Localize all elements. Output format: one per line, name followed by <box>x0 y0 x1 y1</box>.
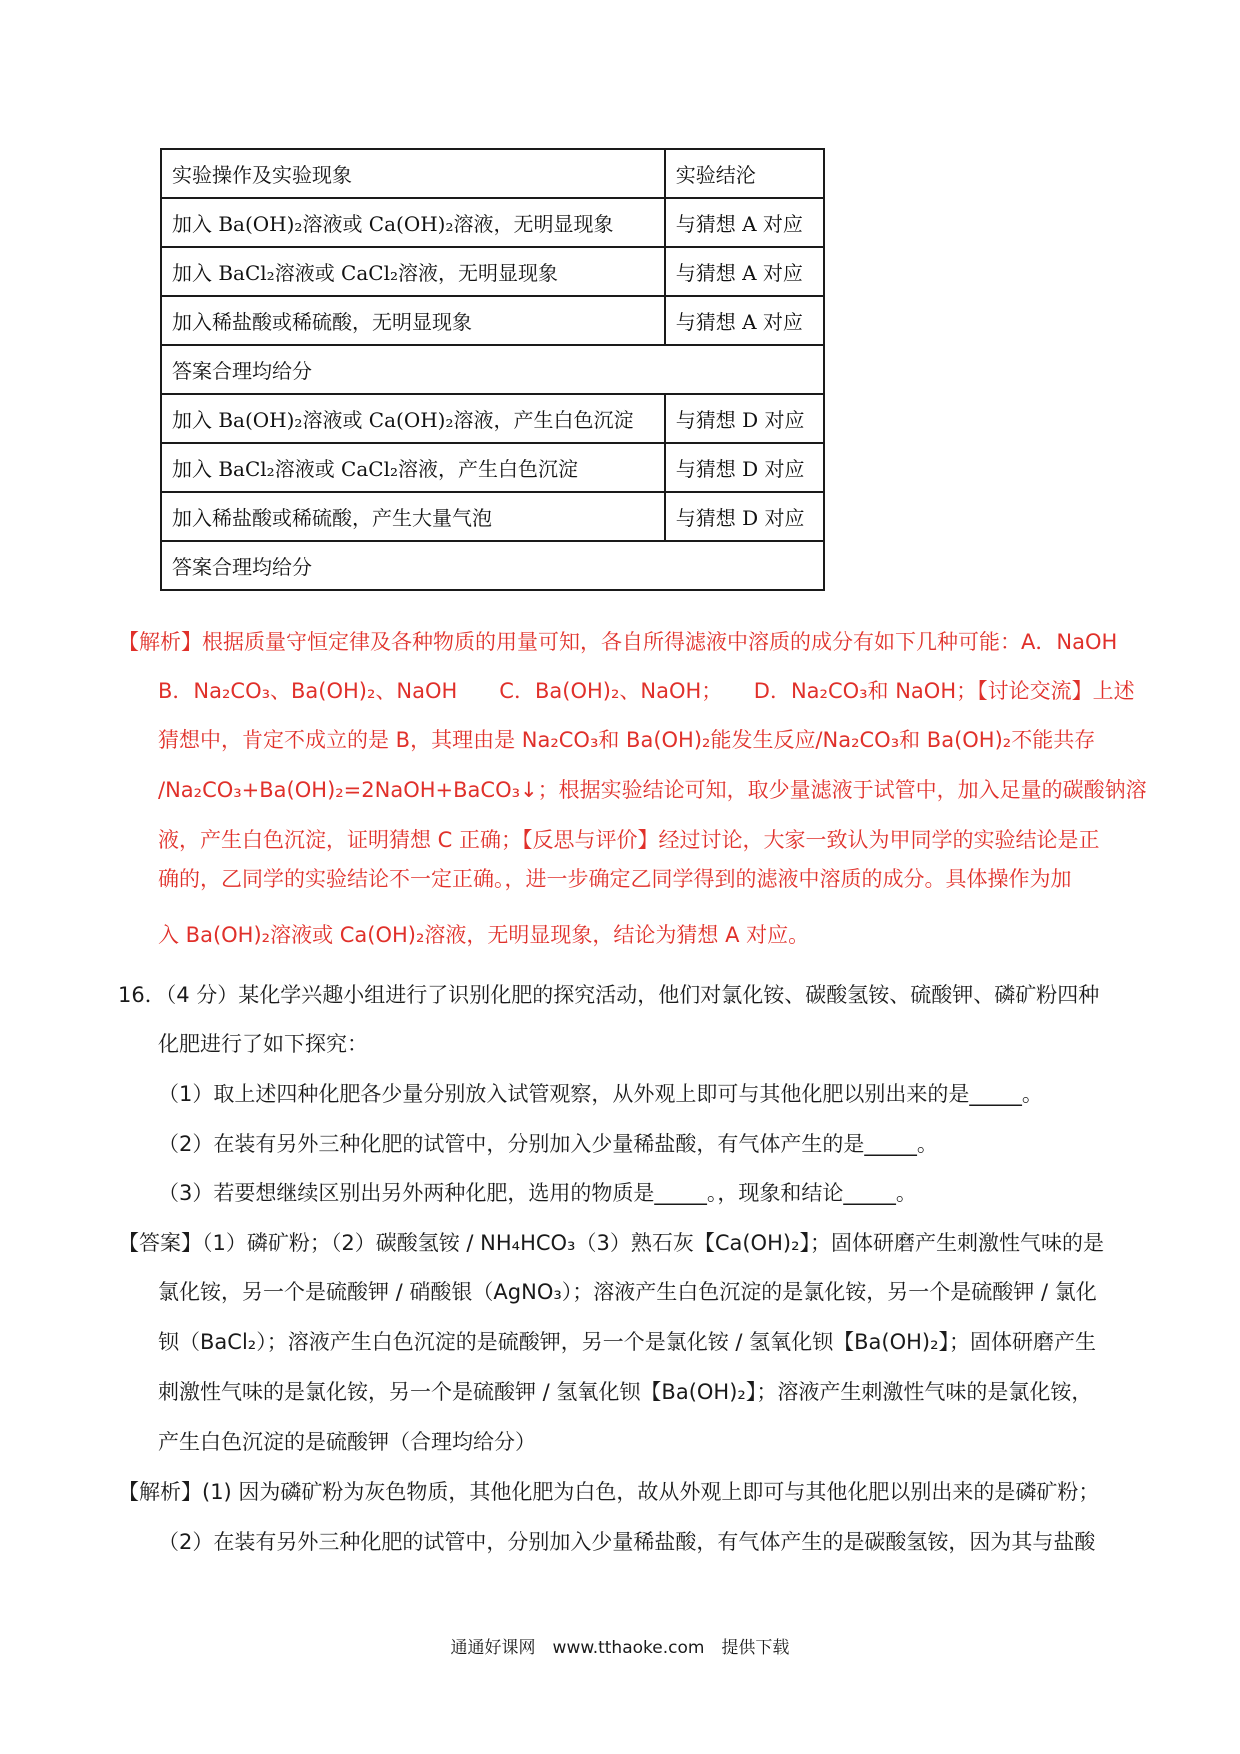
analysis-line: 入 Ba(OH)₂溶液或 Ca(OH)₂溶液，无明显现象，结论为猜想 A 对应。 <box>158 923 810 947</box>
table-row <box>161 345 824 394</box>
analysis-line: 液，产生白色沉淀，证明猜想 C 正确；【反思与评价】经过讨论，大家一致认为甲同学的实验结论是正 <box>158 828 1100 852</box>
answer-line: 刺激性气味的是氯化铵，另一个是硫酸钾 / 氢氧化钡【Ba(OH)₂】；溶液产生刺激性气味的是氯化铵， <box>158 1380 1093 1404</box>
table-cell-conclusion: 与猜想 D 对应 <box>665 443 824 492</box>
table-cell-conclusion: 与猜想 D 对应 <box>665 394 824 443</box>
table-row <box>161 394 824 443</box>
answer-line: 钡（BaCl₂）；溶液产生白色沉淀的是硫酸钾，另一个是氯化铵 / 氢氧化钡【Ba(OH)₂】；固体研磨产生 <box>158 1330 1097 1354</box>
page-footer: 通通好课网 www.tthaoke.com 提供下载 <box>450 1638 790 1658</box>
answer-line: 氯化铵，另一个是硫酸钾 / 硝酸银（AgNO₃）；溶液产生白色沉淀的是氯化铵，另一个是硫酸钾 / 氯化 <box>158 1280 1097 1304</box>
analysis-line: 【解析】根据质量守恒定律及各种物质的用量可知，各自所得滤液中溶质的成分有如下几种可能：A．NaOH <box>118 630 1118 654</box>
analysis-line: B．Na₂CO₃、Ba(OH)₂、NaOH C．Ba(OH)₂、NaOH； D．Na₂CO₃和 NaOH；【讨论交流】上述 <box>158 679 1135 703</box>
table-row <box>161 492 824 541</box>
question-line: （3）若要想继续区别出另外两种化肥，选用的物质是_____。，现象和结论_____。 <box>158 1181 917 1205</box>
answer-line: 产生白色沉淀的是硫酸钾（合理均给分） <box>158 1430 536 1454</box>
table-cell-operation: 加入 Ba(OH)₂溶液或 Ca(OH)₂溶液，产生白色沉淀 <box>161 394 665 443</box>
table-cell-operation: 加入稀盐酸或稀硫酸，无明显现象 <box>161 296 665 345</box>
table-cell-operation: 加入稀盐酸或稀硫酸，产生大量气泡 <box>161 492 665 541</box>
table-cell-operation: 加入 BaCl₂溶液或 CaCl₂溶液，无明显现象 <box>161 247 665 296</box>
question-line: 16．（4 分）某化学兴趣小组进行了识别化肥的探究活动，他们对氯化铵、碳酸氢铵、硫酸钾、磷矿粉四种 <box>118 983 1100 1007</box>
question-line: （1）取上述四种化肥各少量分别放入试管观察，从外观上即可与其他化肥以别出来的是_____。 <box>158 1082 1043 1106</box>
table-cell-note: 答案合理均给分 <box>161 345 824 394</box>
table-row <box>161 296 824 345</box>
table-cell-conclusion: 与猜想 A 对应 <box>665 296 824 345</box>
table-cell-conclusion: 与猜想 A 对应 <box>665 247 824 296</box>
table-header-row <box>161 149 824 198</box>
question-line: （2）在装有另外三种化肥的试管中，分别加入少量稀盐酸，有气体产生的是_____。 <box>158 1132 938 1156</box>
table-cell-note: 答案合理均给分 <box>161 541 824 590</box>
answer-line: 【答案】（1）磷矿粉；（2）碳酸氢铵 / NH₄HCO₃（3）熟石灰【Ca(OH)₂】；固体研磨产生刺激性气味的是 <box>118 1231 1104 1255</box>
table-cell-operation: 加入 Ba(OH)₂溶液或 Ca(OH)₂溶液，无明显现象 <box>161 198 665 247</box>
analysis-line: （2）在装有另外三种化肥的试管中，分别加入少量稀盐酸，有气体产生的是碳酸氢铵，因为其与盐酸 <box>158 1530 1096 1554</box>
analysis-line: 【解析】(1) 因为磷矿粉为灰色物质，其他化肥为白色，故从外观上即可与其他化肥以别出来的是磷矿粉； <box>118 1480 1100 1504</box>
table-row <box>161 247 824 296</box>
table-header-cell: 实验操作及实验现象 <box>161 149 665 198</box>
table-cell-conclusion: 与猜想 A 对应 <box>665 198 824 247</box>
analysis-line: 猜想中，肯定不成立的是 B，其理由是 Na₂CO₃和 Ba(OH)₂能发生反应/Na₂CO₃和 Ba(OH)₂不能共存 <box>158 728 1096 752</box>
analysis-line: 确的，乙同学的实验结论不一定正确。，进一步确定乙同学得到的滤液中溶质的成分。具体操作为加 <box>158 867 1072 891</box>
analysis-line: /Na₂CO₃+Ba(OH)₂=2NaOH+BaCO₃↓；根据实验结论可知，取少量滤液于试管中，加入足量的碳酸钠溶 <box>158 778 1147 802</box>
table-header-cell: 实验结沦 <box>665 149 824 198</box>
table-row <box>161 443 824 492</box>
experiment-table <box>160 148 825 591</box>
question-line: 化肥进行了如下探究： <box>158 1032 368 1056</box>
table-row <box>161 541 824 590</box>
table-cell-conclusion: 与猜想 D 对应 <box>665 492 824 541</box>
table-cell-operation: 加入 BaCl₂溶液或 CaCl₂溶液，产生白色沉淀 <box>161 443 665 492</box>
table-row <box>161 198 824 247</box>
